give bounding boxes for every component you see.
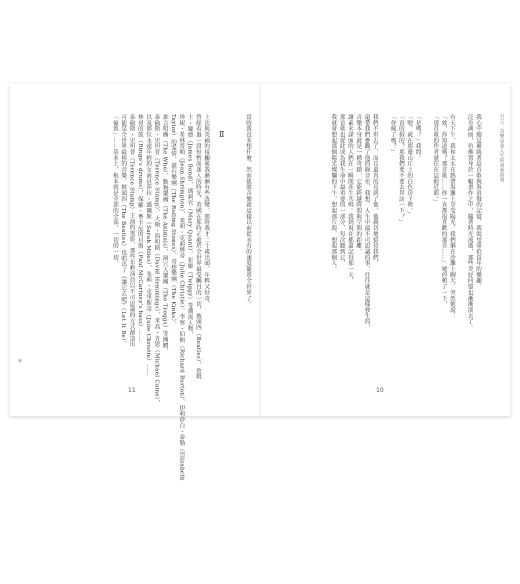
text-column: 當時我沒多想什麼，然而搖滾音樂就這樣以前從未有的速度籠罩全世界了。 <box>245 114 251 308</box>
text-column: 還帶我們參觀了他的錄音室，我想，人生中最不可思議的事，往往就是這樣發生的， <box>363 114 370 331</box>
book-spread <box>10 84 510 481</box>
left-page <box>10 84 260 481</box>
right-page <box>260 84 510 416</box>
text-column: Taylor）的愛情、滾石樂團（The Rolling Stones）、奇想樂團（The Kinks）、 <box>170 114 177 328</box>
text-column: 我就會想起那個陽光燦爛的下午，想起那片海，想起那個人。 <box>330 114 337 272</box>
text-column: 音樂本身就是一種奇蹟，它能跨越時間與空間的距離， <box>355 114 362 255</box>
text-column: 可能是全世界最棒的音樂，披頭四（The Beatles）也唱出了《讓它去吧》（Let It Be）、 <box>120 114 127 348</box>
text-column: 那首歌也從此成為我生命中最重要的一部分，每次聽到它， <box>338 114 345 267</box>
text-column: 「你瘋了嗎？」 <box>389 114 396 155</box>
text-column: 誰合唱團（The Who）、動物樂團（The Animals）、洞穴人樂團（The Troggs）等團體， <box>161 114 168 355</box>
section-number: Ⅱ <box>217 130 227 141</box>
text-column: 「那首歌的作者就住在這附近耶。」 <box>432 114 439 205</box>
text-column: 珍妮・希林普頓（Jean Shrimpton）、茱莉・克莉絲蒂（Julie Christie）、李察・伯頓（Richard Burton）、伊莉莎白・泰勒（Elizabeth <box>178 114 185 481</box>
text-column: 曾經看過一段短暫而迷人的時光，英國在那時正處於全世界最受矚目的一切，披頭四（Beatles）、詹姆 <box>194 114 201 380</box>
text-column: 林哥的鼓（Ringo's drums），保羅・麥卡尼的貝斯（Paul McCartney's bass）…… <box>136 114 143 342</box>
right-text-block <box>274 114 480 364</box>
text-column: 讓素未謀面的人們在一瞬間產生共鳴。我到現在都還記得那一天， <box>346 114 353 284</box>
text-column: 「嗯，就在那邊山丘上的白色房子裡。」 <box>406 114 413 217</box>
page-number-right: 10 <box>376 387 384 394</box>
text-column: 泰倫斯・史坦普（Terence Stamp）主演的電影，那些年輕演員以不可思議的方式創造出 <box>128 114 135 348</box>
text-column: 「倫敦」……基本上，根本就是全部的全部，一切的一切。 <box>111 114 118 267</box>
running-header: 引言：音樂是我人生的重要時刻 <box>499 114 504 183</box>
text-column: 以及那位永遠年輕的女演員莎拉・邁爾斯（Sarah Miles）、朱莉・克里斯蒂（Julie Christie）…… <box>145 114 152 376</box>
text-column: 上次與英國的接觸後我漸漸有些改變，那時我才二十歲出頭，年輕又好奇， <box>203 114 210 308</box>
page-number-left: 11 <box>128 387 136 394</box>
corner-mark: ※ <box>18 358 23 364</box>
text-column: 我心中總是縈繞著這首歌與海浪聲的記憶，我渴望重拾當年的樂趣， <box>475 114 481 290</box>
text-column: 「欸，你知道嗎？那首歌……你一直都很喜歡的那首……」她停頓了一下， <box>440 114 447 308</box>
text-column: 「是嗎？」我問。 <box>414 114 421 161</box>
text-column: 泰倫斯・史坦普（Terence Stamp）、大衛・海明斯（David Hemmings）、米高・肯恩（Michael Caine）， <box>153 114 160 406</box>
text-column: 我們不但去了，而且還真的見到了他，他親切地招待我們， <box>371 114 378 267</box>
text-column: 士・龐德（James Bond）、瑪莉官（Mary Quant）、崔姬（Twiggy）等潮流人物， <box>186 114 193 338</box>
text-column: 有天下午，我和太太在熱帶海灘上享受陽光，我們躺在沙灘上聊天，突然她說： <box>448 114 455 319</box>
text-column: 「真的假的？那我們要不要去拜訪一下？」 <box>397 114 404 226</box>
text-column: 泛舟湖面，仿佛置身於一幅畫作之中，隨著時光流逝，那些美好回憶也漸漸淡去了。 <box>466 114 473 331</box>
